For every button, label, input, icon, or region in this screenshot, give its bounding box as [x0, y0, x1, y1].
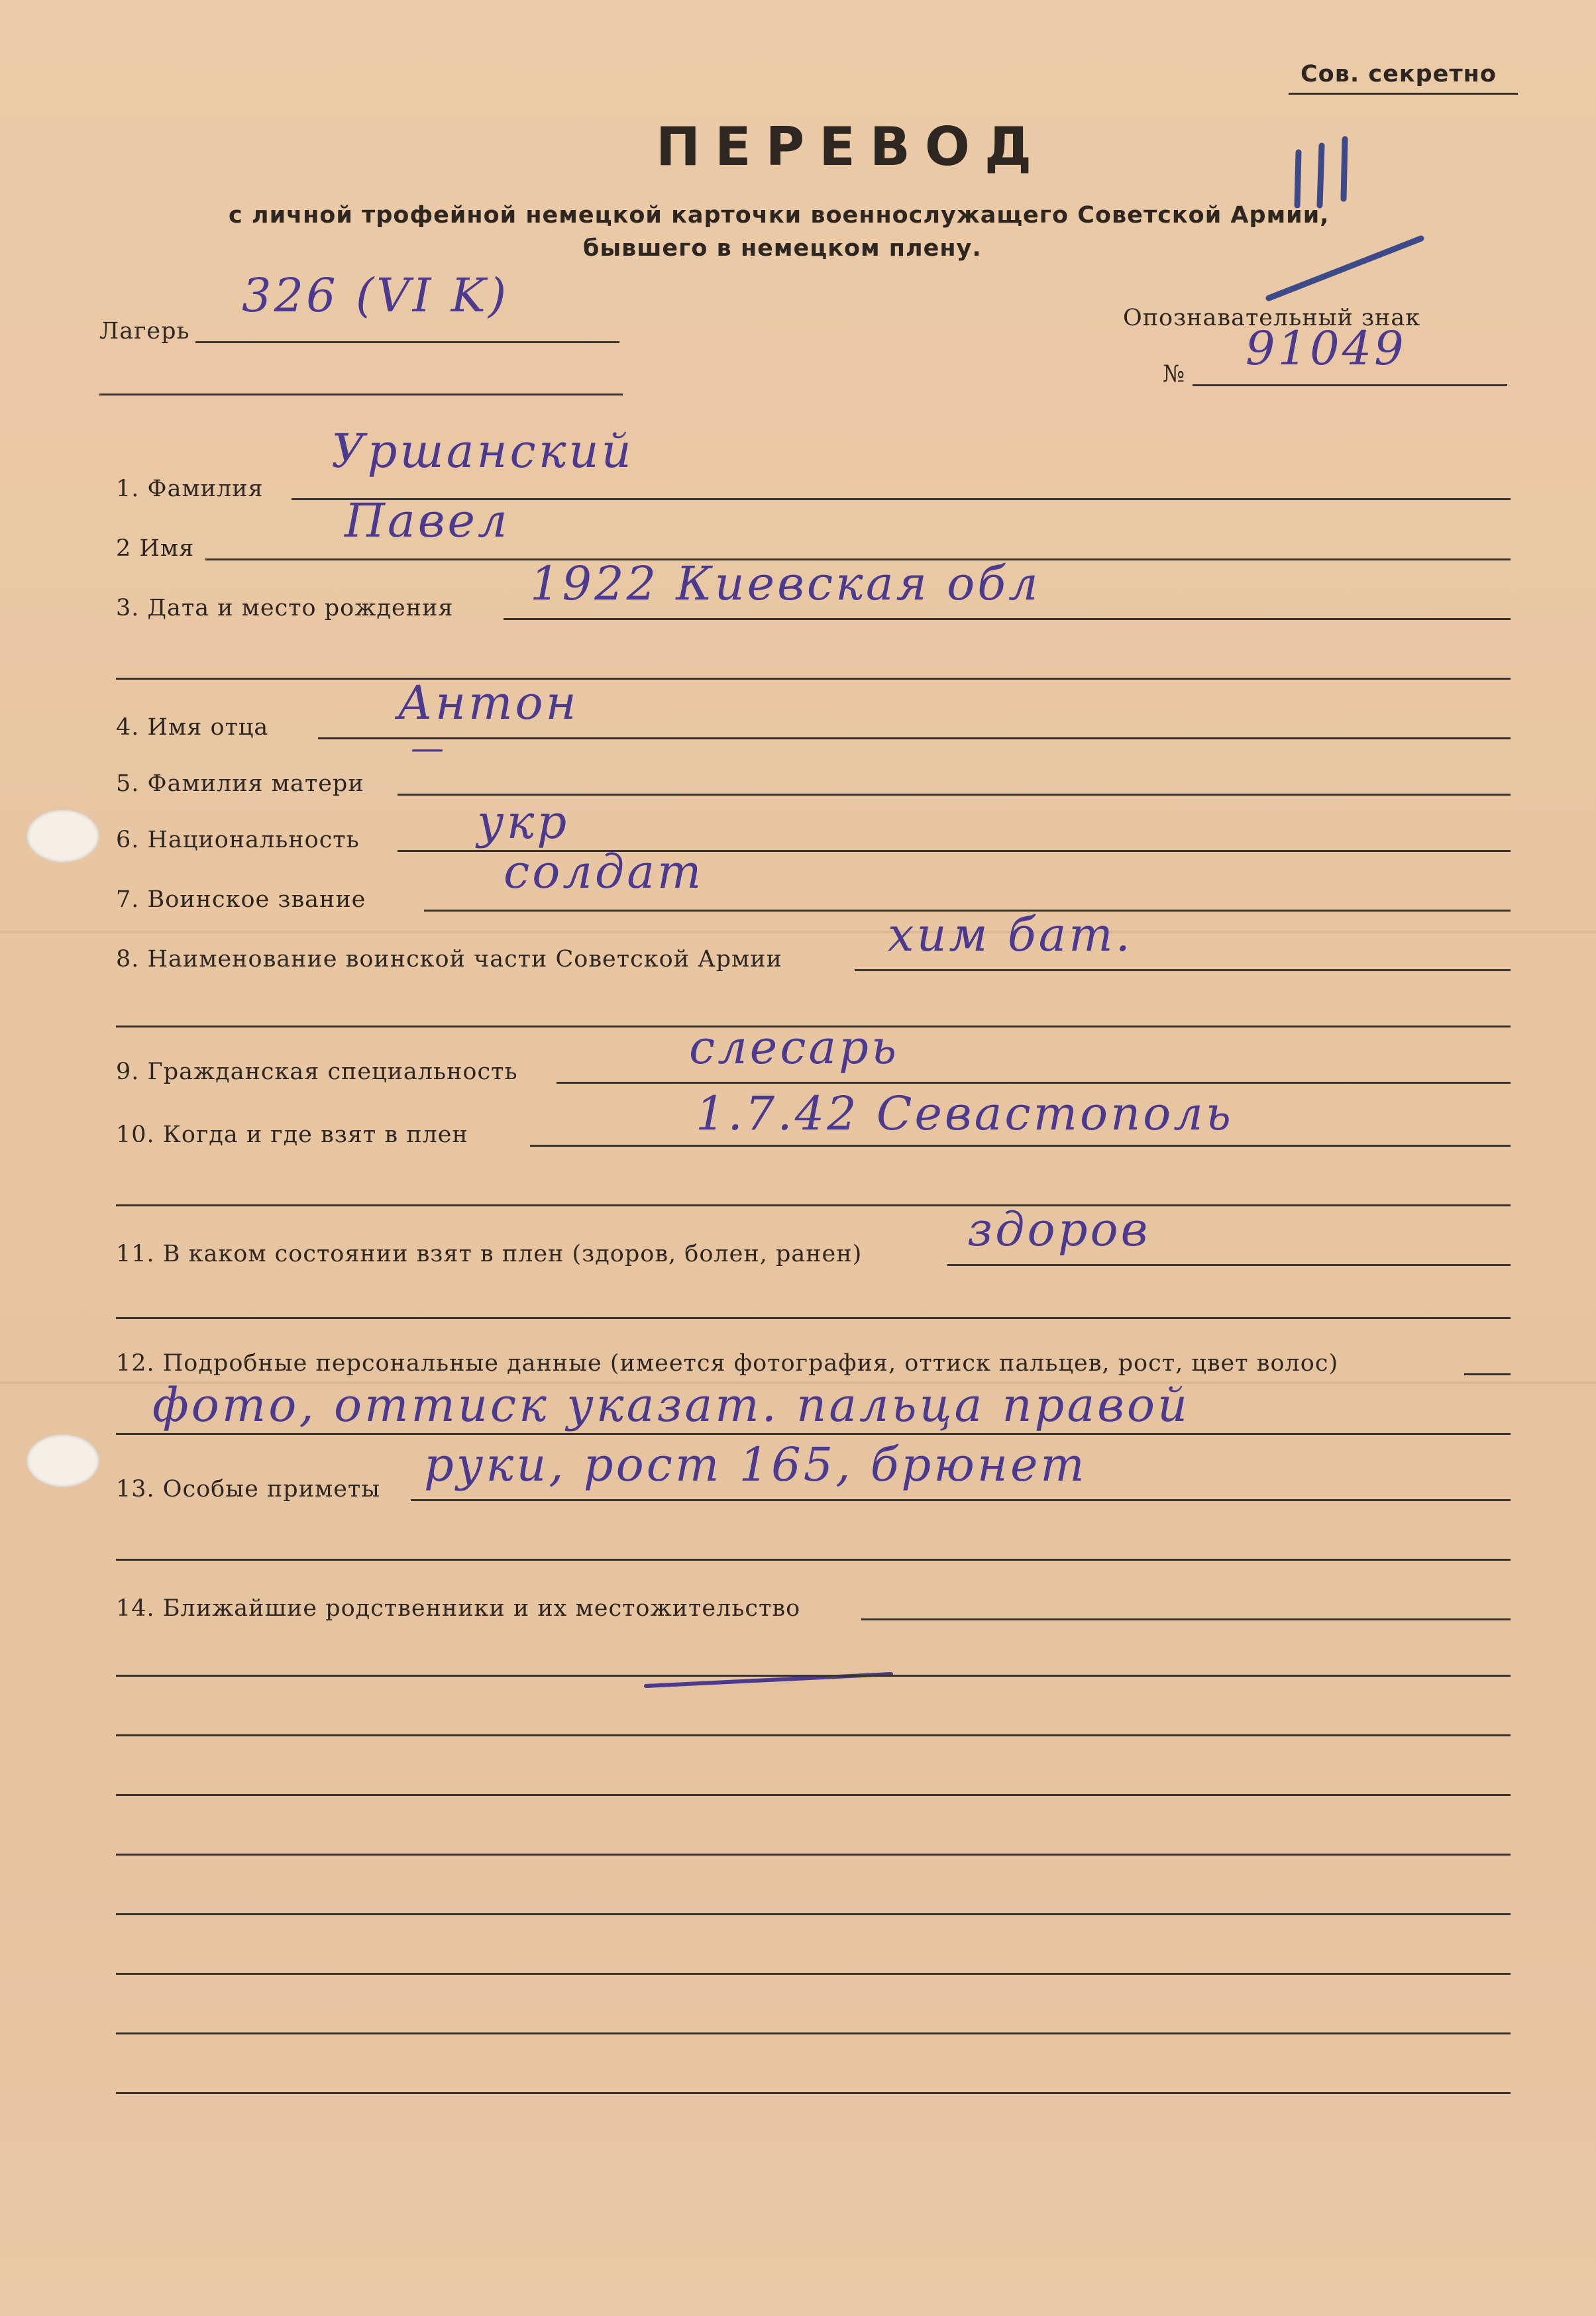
field-6-value: укр — [477, 795, 570, 849]
punch-hole — [27, 810, 99, 863]
fold-line — [0, 931, 1596, 933]
field-12-value: фото, оттиск указат. пальца правой — [152, 1378, 1191, 1432]
field-9-value: слесарь — [689, 1020, 900, 1075]
field-4-label: 4. Имя отца — [116, 714, 269, 741]
field-13-label: 13. Особые приметы — [116, 1476, 381, 1502]
tag-label: Опознавательный знак — [1123, 305, 1421, 331]
classification-text: Сов. секретно — [1301, 61, 1497, 87]
field-11-label: 11. В каком состоянии взят в плен (здоров, болен, ранен) — [116, 1241, 863, 1267]
field-5-label: 5. Фамилия матери — [116, 770, 364, 797]
field-3-label: 3. Дата и место рождения — [116, 595, 454, 621]
classification-stamp — [1289, 54, 1518, 101]
field-8-label: 8. Наименование воинской части Советской Армии — [116, 946, 782, 973]
camp-label: Лагерь — [99, 318, 190, 344]
field-1-value: Уршанский — [331, 424, 634, 478]
tag-no-label: № — [1163, 361, 1186, 388]
field-10-value: 1.7.42 Севастополь — [696, 1086, 1234, 1141]
pen-check-marks — [1259, 126, 1431, 325]
field-2-label: 2 Имя — [116, 535, 195, 562]
subtitle-line-2: бывшего в немецком плену. — [583, 235, 982, 262]
tag-value: 91049 — [1246, 321, 1407, 376]
field-8-value: хим бат. — [888, 908, 1133, 962]
field-11-value: здоров — [967, 1202, 1151, 1257]
field-10-label: 10. Когда и где взят в плен — [116, 1122, 468, 1148]
page-title: ПЕРЕВОД — [656, 116, 1047, 178]
field-4-value: Антон — [398, 676, 579, 730]
camp-value: 326 (VI K) — [242, 268, 509, 323]
field-14-label: 14. Ближайшие родственники и их местожительство — [116, 1595, 801, 1622]
field-7-value: солдат — [504, 845, 704, 899]
field-6-label: 6. Национальность — [116, 827, 360, 853]
pen-stroke — [643, 1666, 894, 1693]
field-5-value: — — [411, 729, 447, 767]
field-12-label: 12. Подробные персональные данные (имеется фотография, оттиск пальцев, рост, цвет волос) — [116, 1350, 1339, 1377]
punch-hole — [27, 1434, 99, 1487]
field-7-label: 7. Воинское звание — [116, 886, 366, 913]
field-13-value: руки, рост 165, брюнет — [424, 1438, 1087, 1492]
field-2-value: Павел — [345, 494, 510, 548]
field-1-label: 1. Фамилия — [116, 476, 264, 502]
field-3-value: 1922 Киевская обл — [530, 556, 1041, 611]
subtitle-line-1: с личной трофейной немецкой карточки военнослужащего Советской Армии, — [229, 202, 1330, 229]
field-9-label: 9. Гражданская специальность — [116, 1059, 518, 1085]
